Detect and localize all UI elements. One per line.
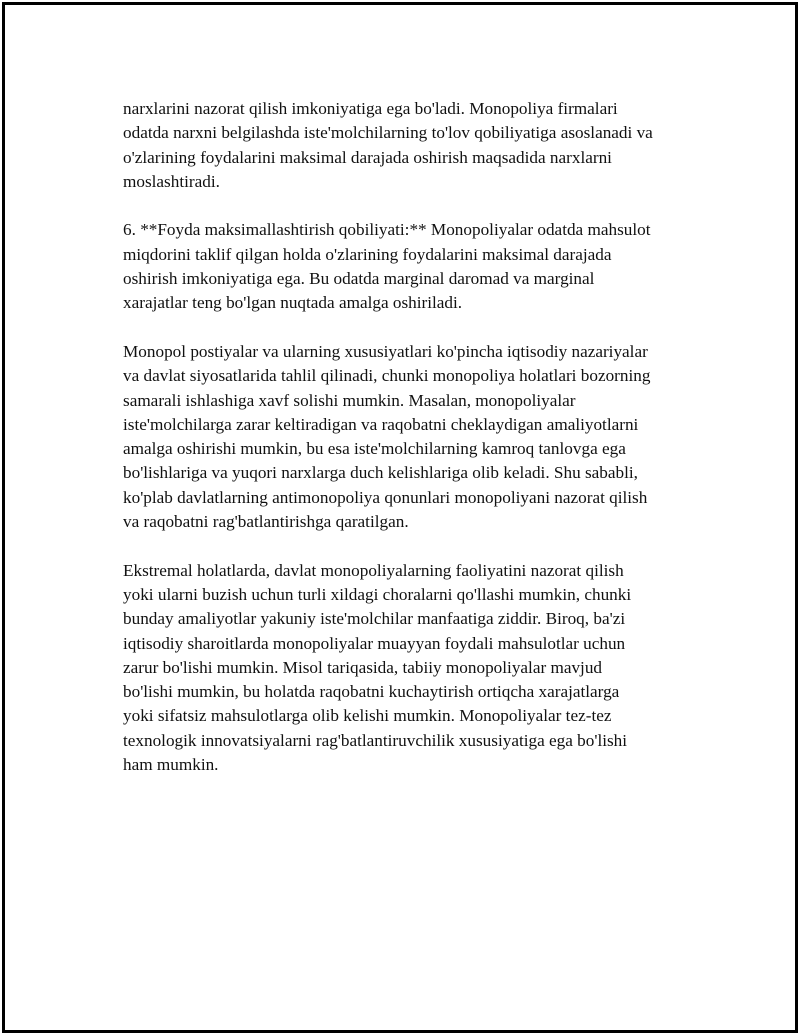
text-line: texnologik innovatsiyalarni rag'batlantiruvchilik xususiyatiga ega bo'lishi [123, 730, 628, 750]
text-line: odatda narxni belgilashda iste'molchilarning to'lov qobiliyatiga asoslanadi va [123, 123, 653, 143]
paragraph-pricing-control [123, 97, 703, 194]
text-line: zarur bo'lishi mumkin. Misol tariqasida, tabiiy monopoliyalar mavjud [123, 657, 603, 677]
page-frame [2, 2, 798, 1033]
document-body [123, 97, 703, 802]
text-line: va raqobatni rag'batlantirishga qaratilgan. [123, 512, 409, 532]
text-line: iste'molchilarga zarar keltiradigan va raqobatni cheklaydigan amaliyotlarni [123, 414, 639, 434]
text-line: miqdorini taklif qilgan holda o'zlarining foydalarini maksimal darajada [123, 244, 612, 264]
text-line: ko'plab davlatlarning antimonopoliya qonunlari monopoliyani nazorat qilish [123, 487, 648, 507]
text-line: moslashtiradi. [123, 171, 220, 191]
text-line: bo'lishi mumkin, bu holatda raqobatni kuchaytirish ortiqcha xarajatlarga [123, 682, 620, 702]
text-line: va davlat siyosatlarida tahlil qilinadi, chunki monopoliya holatlari bozorning [123, 366, 651, 386]
text-line: bo'lishlariga va yuqori narxlarga duch kelishlariga olib keladi. Shu sababli, [123, 463, 638, 483]
text-line: bunday amaliyotlar yakuniy iste'molchilar manfaatiga ziddir. Biroq, ba'zi [123, 609, 626, 629]
text-line: samarali ishlashiga xavf solishi mumkin. Masalan, monopoliyalar [123, 390, 576, 410]
text-line: ham mumkin. [123, 755, 219, 775]
paragraph-economic-analysis [123, 340, 703, 534]
text-line: o'zlarining foydalarini maksimal darajada oshirish maqsadida narxlarni [123, 147, 612, 167]
text-line: xarajatlar teng bo'lgan nuqtada amalga oshiriladi. [123, 293, 463, 313]
text-line: yoki sifatsiz mahsulotlarga olib kelishi mumkin. Monopoliyalar tez-tez [123, 706, 612, 726]
text-line: yoki ularni buzish uchun turli xildagi choralarni qo'llashi mumkin, chunki [123, 584, 632, 604]
text-line: iqtisodiy sharoitlarda monopoliyalar muayyan foydali mahsulotlar uchun [123, 633, 626, 653]
text-line: amalga oshirishi mumkin, bu esa iste'molchilarning kamroq tanlovga ega [123, 439, 626, 459]
text-line: oshirish imkoniyatiga ega. Bu odatda marginal daromad va marginal [123, 269, 595, 289]
text-line: Ekstremal holatlarda, davlat monopoliyalarning faoliyatini nazorat qilish [123, 560, 624, 580]
paragraph-profit-maximization [123, 218, 703, 315]
text-line: narxlarini nazorat qilish imkoniyatiga ega bo'ladi. Monopoliya firmalari [123, 99, 618, 118]
paragraph-extreme-cases [123, 559, 703, 778]
text-line: Monopol postiyalar va ularning xususiyatlari ko'pincha iqtisodiy nazariyalar [123, 341, 648, 361]
text-line: 6. **Foyda maksimallashtirish qobiliyati:** Monopoliyalar odatda mahsulot [123, 220, 651, 240]
